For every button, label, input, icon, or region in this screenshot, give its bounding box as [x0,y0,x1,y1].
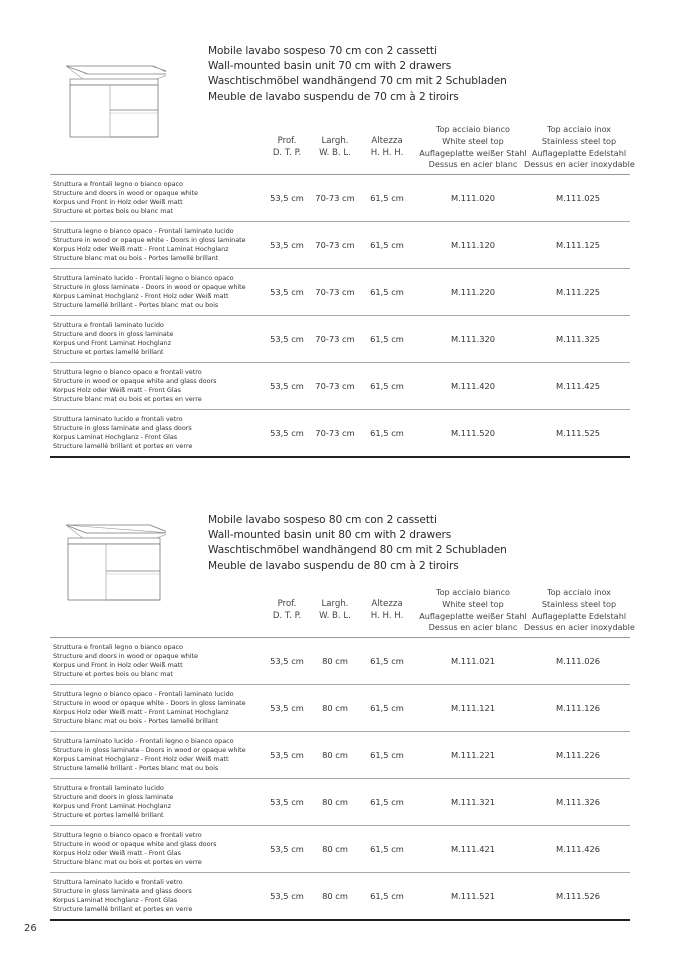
product-titles [208,44,507,105]
inox-top-code: M.111.025 [555,193,601,203]
product-titles [208,513,507,574]
white-top-code: M.111.521 [450,891,496,901]
height-value: 61,5 cm [370,891,404,901]
table-row [50,826,630,873]
desc-en: Structure and doors in gloss laminate [53,330,174,339]
product-table [50,174,630,458]
height-value: 61,5 cm [370,428,404,438]
title-fr: Meuble de lavabo suspendu de 80 cm à 2 tiroirs [208,559,459,572]
inox-top-code: M.111.525 [555,428,601,438]
white-top-code: M.111.520 [450,428,496,438]
width-label: Largh. [321,599,349,609]
row-description [53,643,198,679]
depth-value: 53,5 cm [270,334,304,344]
col-header-inox-top [524,124,634,171]
table-row [50,363,630,410]
row-description [53,878,192,914]
desc-it: Struttura e frontali laminato lucido [53,784,164,792]
col-header-width [310,599,360,622]
desc-it: Struttura e frontali laminato lucido [53,321,164,329]
desc-de: Korpus Holz oder Weiß matt - Front Laminat Hochglanz [53,245,229,254]
height-value: 61,5 cm [370,844,404,854]
depth-codes: D. T. P. [272,610,302,621]
basin-unit-illustration [66,513,166,613]
inox-top-code: M.111.425 [555,381,601,391]
white-top-it: Top acciaio bianco [436,124,510,134]
desc-fr: Structure lamellé brillant et portes en verre [53,442,193,451]
desc-en: Structure in gloss laminate and glass doors [53,424,192,433]
desc-en: Structure and doors in wood or opaque white [53,189,199,198]
table-row [50,222,630,269]
desc-de: Korpus Holz oder Weiß matt - Front Glas [53,386,181,395]
white-top-code: M.111.320 [450,334,496,344]
desc-en: Structure in wood or opaque white - Doors in gloss laminate [53,236,246,245]
title-it: Mobile lavabo sospeso 70 cm con 2 cassetti [208,45,437,57]
table-row [50,410,630,458]
depth-value: 53,5 cm [270,656,304,666]
desc-de: Korpus und Front in Holz oder Weiß matt [53,661,183,670]
inox-top-it: Top acciaio inox [547,587,611,597]
desc-fr: Structure lamellé brillant - Portes blanc mat ou bois [53,764,219,773]
width-value: 70-73 cm [315,240,355,250]
depth-value: 53,5 cm [270,381,304,391]
width-value: 80 cm [322,703,348,713]
desc-fr: Structure lamellé brillant - Portes blanc mat ou bois [53,301,219,310]
height-value: 61,5 cm [370,287,404,297]
col-header-inox-top [524,587,634,634]
depth-value: 53,5 cm [270,193,304,203]
product-table [50,637,630,921]
desc-fr: Structure et portes lamellé brillant [53,348,164,357]
inox-top-code: M.111.325 [555,334,601,344]
row-description [53,690,246,726]
desc-it: Struttura laminato lucido e frontali vetro [53,878,183,886]
desc-de: Korpus und Front Laminat Hochglanz [53,802,171,811]
width-value: 70-73 cm [315,287,355,297]
white-top-de: Auflageplatte weißer Stahl [419,610,527,621]
table-row [50,269,630,316]
desc-it: Struttura laminato lucido e frontali vetro [53,415,183,423]
inox-top-de: Auflageplatte Edelstahl [531,610,627,621]
desc-en: Structure in wood or opaque white and glass doors [53,377,217,386]
desc-de: Korpus und Front in Holz oder Weiß matt [53,198,183,207]
height-codes: H. H. H. [370,147,404,158]
inox-top-fr: Dessus en acier inoxydable [524,159,635,170]
white-top-code: M.111.420 [450,381,496,391]
depth-value: 53,5 cm [270,287,304,297]
desc-it: Struttura laminato lucido - Frontali legno o bianco opaco [53,737,234,745]
height-label: Altezza [371,599,403,609]
col-header-white-top [418,124,528,171]
inox-top-de: Auflageplatte Edelstahl [531,147,627,158]
inox-top-en: Stainless steel top [541,135,617,146]
width-label: Largh. [321,136,349,146]
title-de: Waschtischmöbel wandhängend 80 cm mit 2 Schubladen [208,544,507,557]
row-description [53,415,192,451]
desc-fr: Structure et portes lamellé brillant [53,811,164,820]
white-top-code: M.111.421 [450,844,496,854]
product-section-70 [50,40,635,470]
table-row [50,638,630,685]
desc-en: Structure in gloss laminate - Doors in wood or opaque white [53,746,246,755]
depth-value: 53,5 cm [270,797,304,807]
width-value: 70-73 cm [315,381,355,391]
desc-de: Korpus Laminat Hochglanz - Front Holz oder Weiß matt [53,292,229,301]
desc-de: Korpus Holz oder Weiß matt - Front Laminat Hochglanz [53,708,229,717]
desc-fr: Structure et portes bois ou blanc mat [53,207,173,216]
col-header-height [362,599,412,622]
depth-value: 53,5 cm [270,750,304,760]
desc-de: Korpus Holz oder Weiß matt - Front Glas [53,849,181,858]
desc-de: Korpus Laminat Hochglanz - Front Glas [53,433,178,442]
height-value: 61,5 cm [370,656,404,666]
basin-unit-illustration [66,52,166,152]
width-value: 80 cm [322,797,348,807]
inox-top-code: M.111.326 [555,797,601,807]
desc-it: Struttura legno o bianco opaco - Frontali laminato lucido [53,227,234,235]
width-value: 70-73 cm [315,334,355,344]
page-number: 26 [24,923,37,934]
white-top-code: M.111.020 [450,193,496,203]
height-value: 61,5 cm [370,334,404,344]
row-description [53,784,173,820]
desc-de: Korpus Laminat Hochglanz - Front Holz oder Weiß matt [53,755,229,764]
white-top-code: M.111.121 [450,703,496,713]
table-row [50,873,630,921]
white-top-code: M.111.021 [450,656,496,666]
desc-it: Struttura e frontali legno o bianco opaco [53,643,183,651]
product-section-80 [50,503,635,933]
col-header-width [310,136,360,159]
width-value: 80 cm [322,750,348,760]
depth-label: Prof. [277,136,297,146]
inox-top-fr: Dessus en acier inoxydable [524,622,635,633]
depth-codes: D. T. P. [272,147,302,158]
col-header-depth [262,599,312,622]
desc-it: Struttura legno o bianco opaco e frontali vetro [53,831,202,839]
height-value: 61,5 cm [370,381,404,391]
height-codes: H. H. H. [370,610,404,621]
row-description [53,180,198,216]
height-label: Altezza [371,136,403,146]
width-value: 80 cm [322,656,348,666]
width-value: 70-73 cm [315,193,355,203]
inox-top-code: M.111.225 [555,287,601,297]
table-row [50,779,630,826]
depth-value: 53,5 cm [270,428,304,438]
col-header-depth [262,136,312,159]
row-description [53,227,246,263]
table-row [50,732,630,779]
table-row [50,175,630,222]
depth-value: 53,5 cm [270,844,304,854]
desc-en: Structure in wood or opaque white - Doors in gloss laminate [53,699,246,708]
col-header-white-top [418,587,528,634]
width-value: 80 cm [322,844,348,854]
table-row [50,316,630,363]
title-fr: Meuble de lavabo suspendu de 70 cm à 2 tiroirs [208,90,459,103]
inox-top-code: M.111.526 [555,891,601,901]
width-codes: W. B. L. [319,610,351,621]
desc-en: Structure in gloss laminate and glass doors [53,887,192,896]
height-value: 61,5 cm [370,240,404,250]
depth-value: 53,5 cm [270,703,304,713]
inox-top-code: M.111.226 [555,750,601,760]
white-top-code: M.111.221 [450,750,496,760]
height-value: 61,5 cm [370,750,404,760]
inox-top-en: Stainless steel top [541,598,617,609]
white-top-it: Top acciaio bianco [436,587,510,597]
desc-fr: Structure et portes bois ou blanc mat [53,670,173,679]
depth-value: 53,5 cm [270,891,304,901]
width-value: 70-73 cm [315,428,355,438]
desc-fr: Structure blanc mat ou bois - Portes lamellé brillant [53,254,219,263]
width-codes: W. B. L. [319,147,351,158]
inox-top-code: M.111.125 [555,240,601,250]
white-top-code: M.111.321 [450,797,496,807]
desc-it: Struttura legno o bianco opaco e frontali vetro [53,368,202,376]
desc-fr: Structure blanc mat ou bois - Portes lamellé brillant [53,717,219,726]
height-value: 61,5 cm [370,193,404,203]
title-en: Wall-mounted basin unit 80 cm with 2 drawers [208,529,452,542]
desc-de: Korpus und Front Laminat Hochglanz [53,339,171,348]
inox-top-code: M.111.426 [555,844,601,854]
table-row [50,685,630,732]
row-description [53,831,216,867]
depth-value: 53,5 cm [270,240,304,250]
desc-it: Struttura legno o bianco opaco - Frontali laminato lucido [53,690,234,698]
desc-en: Structure and doors in gloss laminate [53,793,174,802]
inox-top-code: M.111.026 [555,656,601,666]
inox-top-code: M.111.126 [555,703,601,713]
white-top-code: M.111.220 [450,287,496,297]
height-value: 61,5 cm [370,703,404,713]
desc-it: Struttura e frontali legno o bianco opaco [53,180,183,188]
depth-label: Prof. [277,599,297,609]
col-header-height [362,136,412,159]
desc-de: Korpus Laminat Hochglanz - Front Glas [53,896,178,905]
desc-fr: Structure blanc mat ou bois et portes en verre [53,858,202,867]
white-top-code: M.111.120 [450,240,496,250]
title-en: Wall-mounted basin unit 70 cm with 2 drawers [208,60,452,73]
height-value: 61,5 cm [370,797,404,807]
row-description [53,737,246,773]
white-top-en: White steel top [442,598,504,609]
desc-en: Structure and doors in wood or opaque white [53,652,199,661]
row-description [53,274,246,310]
title-de: Waschtischmöbel wandhängend 70 cm mit 2 Schubladen [208,75,507,88]
desc-en: Structure in wood or opaque white and glass doors [53,840,217,849]
desc-it: Struttura laminato lucido - Frontali legno o bianco opaco [53,274,234,282]
white-top-en: White steel top [442,135,504,146]
white-top-fr: Dessus en acier blanc [428,159,518,170]
row-description [53,368,216,404]
desc-fr: Structure blanc mat ou bois et portes en verre [53,395,202,404]
title-it: Mobile lavabo sospeso 80 cm con 2 cassetti [208,514,437,526]
white-top-de: Auflageplatte weißer Stahl [419,147,527,158]
row-description [53,321,173,357]
white-top-fr: Dessus en acier blanc [428,622,518,633]
desc-en: Structure in gloss laminate - Doors in wood or opaque white [53,283,246,292]
desc-fr: Structure lamellé brillant et portes en verre [53,905,193,914]
inox-top-it: Top acciaio inox [547,124,611,134]
width-value: 80 cm [322,891,348,901]
